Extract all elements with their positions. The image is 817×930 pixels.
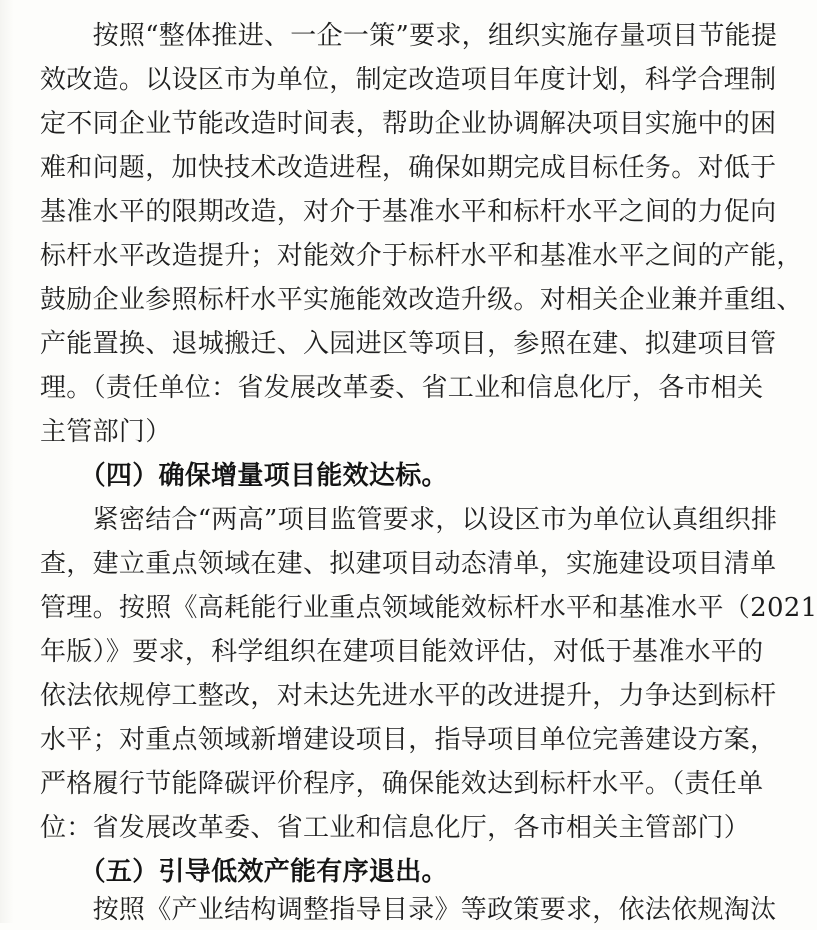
paragraph-line: 管理。按照《高耗能行业重点领域能效标杆水平和基准水平（2021	[40, 593, 817, 623]
paragraph-line: 鼓励企业参照标杆水平实施能效改造升级。对相关企业兼并重组、	[40, 285, 803, 315]
paragraph-line: 严格履行节能降碳评价程序，确保能效达到标杆水平。（责任单	[40, 769, 764, 799]
paragraph-line: 难和问题，加快技术改造进程，确保如期完成目标任务。对低于	[40, 153, 777, 183]
paragraph-line: 产能置换、退城搬迁、入园进区等项目，参照在建、拟建项目管	[40, 329, 777, 359]
paragraph-line: 紧密结合“两高”项目监管要求，以设区市为单位认真组织排	[40, 505, 778, 535]
paragraph-line: 效改造。以设区市为单位，制定改造项目年度计划，科学合理制	[40, 65, 777, 95]
paragraph-line: 依法依规停工整改，对未达先进水平的改进提升，力争达到标杆	[40, 681, 777, 711]
paragraph-line: 标杆水平改造提升；对能效介于标杆水平和基准水平之间的产能，	[40, 241, 803, 271]
section-heading-5: （五）引导低效产能有序退出。	[40, 857, 448, 887]
paragraph-line: 位：省发展改革委、省工业和信息化厅，各市相关主管部门）	[40, 813, 751, 843]
paragraph-line: 按照《产业结构调整指导目录》等政策要求，依法依规淘汰	[40, 895, 777, 925]
paragraph-line: 理。（责任单位：省发展改革委、省工业和信息化厅，各市相关	[40, 373, 764, 403]
paragraph-line: 水平；对重点领域新增建设项目，指导项目单位完善建设方案，	[40, 725, 777, 755]
paragraph-line: 查，建立重点领域在建、拟建项目动态清单，实施建设项目清单	[40, 549, 777, 579]
paragraph-line: 年版）》要求，科学组织在建项目能效评估，对低于基准水平的	[40, 637, 764, 667]
paragraph-line: 按照“整体推进、一企一策”要求，组织实施存量项目节能提	[40, 21, 778, 51]
paragraph-line: 基准水平的限期改造，对介于基准水平和标杆水平之间的力促向	[40, 197, 777, 227]
section-heading-4: （四）确保增量项目能效达标。	[40, 461, 448, 491]
paragraph-line: 主管部门）	[40, 417, 172, 447]
paragraph-line: 定不同企业节能改造时间表，帮助企业协调解决项目实施中的困	[40, 109, 777, 139]
